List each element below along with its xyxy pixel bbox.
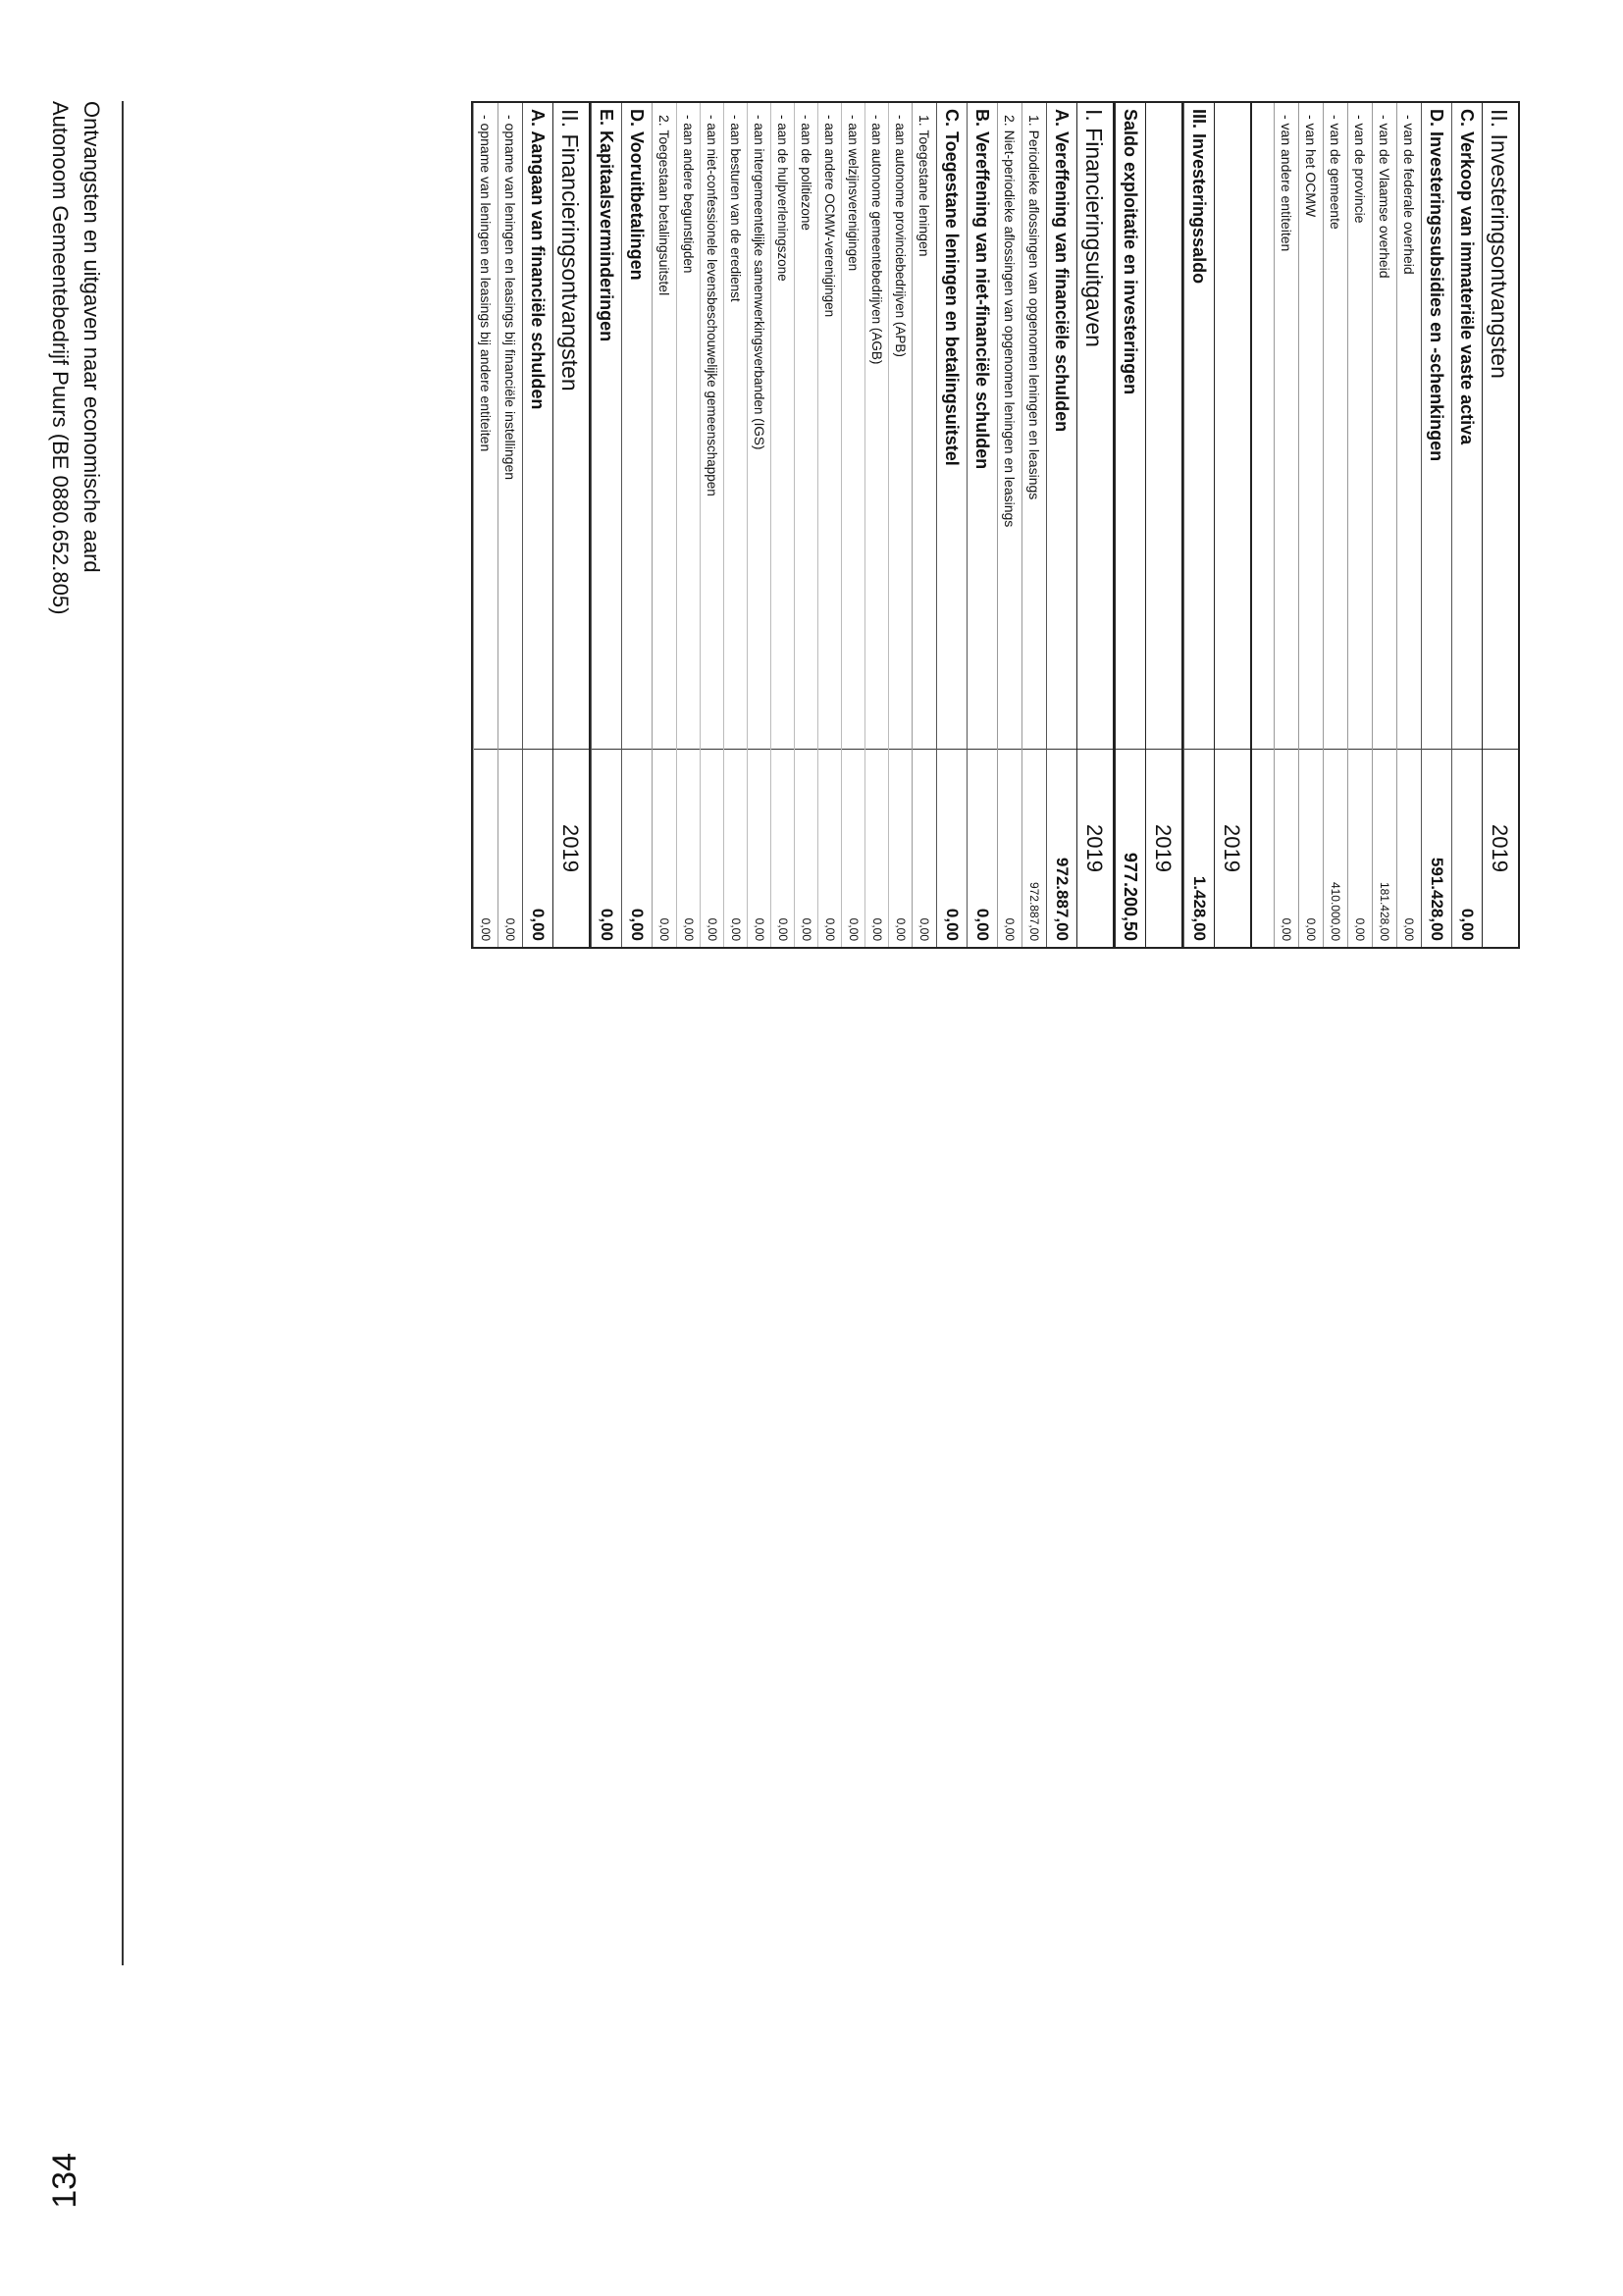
financieringsuitgaven-header [1076,103,1115,947]
row-value: 591.428,00 [1422,749,1451,947]
row-value: 0,00 [592,749,621,947]
saldo-row [1115,103,1145,947]
table-row [997,103,1021,947]
row-label: - opname van leningen en leasings bij andere entiteiten [478,115,494,452]
row-value: 0,00 [1299,749,1323,947]
row-label: A. Vereffening van financiële schulden [1052,109,1072,433]
investeringssaldo-blank [1215,103,1250,749]
table-row [1046,103,1076,947]
row-value: 0,00 [795,749,817,947]
saldo-label: Saldo exploitatie en investeringen [1121,109,1140,395]
row-label: - aan andere OCMW-verenigingen [822,115,837,318]
row-label: - van de gemeente [1328,115,1343,230]
investeringsontvangsten-title: II. Investeringsontvangsten [1487,109,1512,379]
financieringsuitgaven-year: 2019 [1077,749,1113,947]
table-row [591,103,621,947]
row-label: 2. Toegestaan betalingsuitstel [656,115,672,296]
row-label: - aan welzijnsverenigingen [846,115,861,272]
row-value: 0,00 [748,749,770,947]
table-row [652,103,676,947]
table-row [1274,103,1298,947]
financieringsontvangsten-header [552,103,591,947]
investeringsontvangsten-header [1482,103,1520,947]
saldo-header [1145,103,1183,947]
spacer-cell [1252,103,1274,749]
row-value: 410.000,00 [1324,749,1347,947]
table-row [1298,103,1323,947]
row-value: 0,00 [1348,749,1372,947]
table-row [1372,103,1396,947]
row-value: 0,00 [523,749,552,947]
row-label: D. Investeringssubsidies en -schenkingen [1427,109,1446,462]
row-label: - aan de hulpverleningszone [775,115,790,282]
table-row [747,103,770,947]
table-row [841,103,864,947]
table-row [817,103,841,947]
row-value: 0,00 [998,749,1021,947]
table-row [497,103,522,947]
table-row [1451,103,1482,947]
financial-table [471,101,1520,949]
financieringsontvangsten-year: 2019 [553,749,589,947]
row-label: - van de federale overheid [1401,115,1417,275]
spacer-cell [1252,749,1274,947]
row-label: - aan besturen van de eredienst [728,115,743,302]
row-label: C. Verkoop van immateriële vaste activa [1457,109,1477,445]
table-row [936,103,967,947]
row-label: A. Aangaan van financiële schulden [528,109,548,410]
row-value: 181.428,00 [1373,749,1396,947]
footer-entity: Autonoom Gemeentebedrijf Puurs (BE 0880.652.805) [48,101,73,615]
row-value: 0,00 [474,749,497,947]
row-label: 2. Niet-periodieke aflossingen van opgenomen leningen en leasings [1002,115,1018,528]
saldo-year: 2019 [1146,749,1181,947]
table-row [912,103,936,947]
investeringssaldo-label: III. Investeringssaldo [1189,109,1209,285]
spacer-row [1252,103,1274,947]
table-row [700,103,723,947]
row-value: 0,00 [913,749,936,947]
row-label: - van het OCMW [1303,115,1319,218]
row-value: 0,00 [865,749,888,947]
saldo-blank [1146,103,1181,749]
row-label: C. Toegestane leningen en betalingsuitstel [942,109,962,466]
row-label: 1. Toegestane leningen [916,115,932,257]
row-value: 0,00 [889,749,912,947]
table-row [1396,103,1421,947]
row-value: 0,00 [701,749,723,947]
financieringsontvangsten-title: II. Financieringsontvangsten [557,109,583,391]
table-row [723,103,747,947]
row-value: 972.887,00 [1022,749,1046,947]
row-label: - van andere entiteiten [1279,115,1294,252]
table-row [1347,103,1372,947]
investeringssaldo-header [1214,103,1252,947]
row-value: 0,00 [842,749,864,947]
footer-subtitle: Ontvangsten en uitgaven naar economische aard [79,101,104,573]
table-row [1323,103,1347,947]
saldo-value: 977.200,50 [1116,749,1145,947]
row-value: 0,00 [1275,749,1298,947]
investeringssaldo-year: 2019 [1215,749,1250,947]
row-value: 0,00 [771,749,794,947]
row-value: 0,00 [622,749,652,947]
row-label: - aan autonome provinciebedrijven (APB) [893,115,908,357]
row-label: - opname van leningen en leasings bij financiële instellingen [502,115,518,481]
table-row [770,103,794,947]
table-row [621,103,652,947]
row-label: D. Vooruitbetalingen [627,109,647,281]
table-row [676,103,700,947]
footer-divider [122,101,124,1965]
row-label: - van de provincie [1352,115,1368,224]
table-row [888,103,912,947]
table-row [473,103,497,947]
row-value: 0,00 [818,749,841,947]
table-row [1021,103,1046,947]
row-label: - aan intergemeentelijke samenwerkingsverbanden (IGS) [752,115,766,450]
table-row [522,103,552,947]
row-label: - aan autonome gemeentebedrijven (AGB) [869,115,884,365]
page-number: 134 [46,2153,83,2209]
investeringssaldo-row [1183,103,1214,947]
row-label: - aan de politiezone [799,115,813,231]
row-value: 0,00 [1452,749,1482,947]
table-row [967,103,997,947]
row-value: 0,00 [498,749,522,947]
table-row [864,103,888,947]
investeringssaldo-value: 1.428,00 [1184,749,1214,947]
row-value: 0,00 [677,749,700,947]
row-label: - van de Vlaamse overheid [1377,115,1392,279]
row-value: 0,00 [937,749,967,947]
row-value: 0,00 [968,749,997,947]
investeringsontvangsten-year: 2019 [1483,749,1518,947]
row-label: - aan andere begunstigden [681,115,696,274]
row-label: B. Vereffening van niet-financiële schulden [972,109,992,470]
table-row [1421,103,1451,947]
row-label: - aan niet-confessionele levensbeschouwelijke gemeenschappen [705,115,719,496]
financieringsuitgaven-title: I. Financieringsuitgaven [1081,109,1107,347]
row-value: 0,00 [1397,749,1421,947]
row-label: 1. Periodieke aflossingen van opgenomen leningen en leasings [1026,115,1042,500]
row-label: E. Kapitaalsverminderingen [597,109,616,342]
row-value: 0,00 [724,749,747,947]
row-value: 972.887,00 [1047,749,1076,947]
row-value: 0,00 [653,749,676,947]
table-row [794,103,817,947]
